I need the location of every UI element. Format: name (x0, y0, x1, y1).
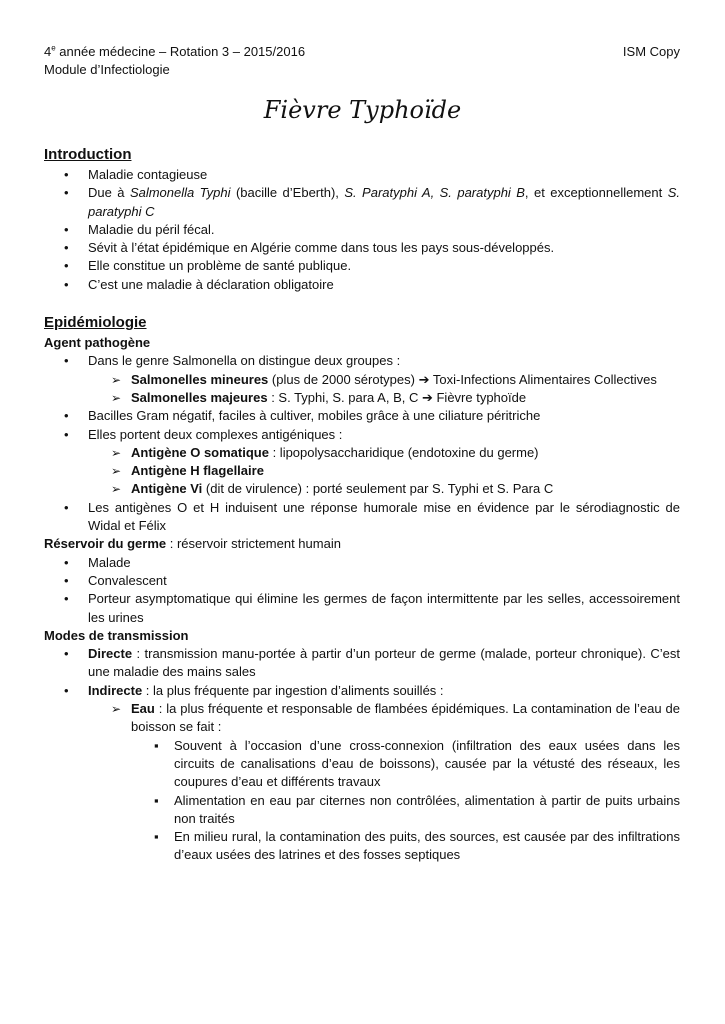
list-item: ➢ Salmonelles mineures (plus de 2000 sérotypes) ➔ Toxi-Infections Alimentaires Collectives (111, 371, 657, 387)
list-item: • Bacilles Gram négatif, faciles à cultiver, mobiles grâce à une ciliature péritriche (44, 407, 680, 425)
groups-list (44, 371, 680, 408)
list-item: ▪ En milieu rural, la contamination des puits, des sources, est causée par des infiltrations d’eaux usées des latrines et des fosses septiques (44, 828, 680, 865)
list-item: • Les antigènes O et H induisent une réponse humorale mise en évidence par le sérodiagnostic de Widal et Félix (44, 499, 680, 536)
agent-heading: Agent pathogène (44, 335, 151, 351)
list-item: ➢ Salmonelles majeures : S. Typhi, S. para A, B, C ➔ Fièvre typhoïde (111, 389, 527, 405)
list-item: • Maladie du péril fécal. (44, 221, 680, 239)
transmission-list (44, 645, 680, 865)
list-item: • Sévit à l’état épidémique en Algérie comme dans tous les pays sous-développés. (44, 239, 680, 257)
list-item: • Malade (44, 554, 680, 572)
list-item: • Elles portent deux complexes antigéniques : ➢ Antigène O somatique : lipopolysaccharidique (endotoxine du germe) ➢ Antigène H flagellaire ➢ Antigène Vi (dit de virulence) : porté seulement par S. Typhi et S. Para C (44, 426, 680, 499)
list-item: ▪ Alimentation en eau par citernes non contrôlées, alimentation à partir de puits urbains non traités (44, 792, 680, 829)
introduction-heading: Introduction (44, 146, 132, 163)
indirect-list (44, 700, 680, 865)
epidemiology-heading: Epidémiologie (44, 314, 147, 332)
list-item: • Due à Salmonella Typhi (bacille d’Eberth), S. Paratyphi A, S. paratyphi B, et exceptionnellement S. paratyphi C (44, 184, 680, 221)
header-right: ISM Copy (622, 44, 680, 59)
list-item: ➢ Antigène H flagellaire (111, 463, 264, 479)
page-title: Fièvre Typhoïde (263, 96, 462, 124)
list-item: • Convalescent (44, 572, 680, 590)
header-left (44, 43, 305, 79)
reservoir-list (44, 554, 680, 627)
reservoir-heading: Réservoir du germe : réservoir strictement humain (44, 536, 341, 552)
list-item: ▪ Souvent à l’occasion d’une cross-connexion (infiltration des eaux usées dans les circuits de canalisations d’eau de boissons), causée par la vétusté des réseaux, les coupures d’eau et différents travaux (44, 737, 680, 792)
list-item: • Porteur asymptomatique qui élimine les germes de façon intermittente par les selles, accessoirement les urines (44, 590, 680, 627)
transmission-heading: Modes de transmission (44, 627, 189, 643)
document-body (44, 144, 680, 865)
course-line: 4e année médecine – Rotation 3 – 2015/2016 (44, 43, 306, 59)
list-item: • Maladie contagieuse (44, 166, 680, 184)
list-item: • Indirecte : la plus fréquente par ingestion d’aliments souillés : ➢ Eau : la plus fréquente et responsable de flambées épidémiques. La contamination de l’eau de boisson se fait : ▪ Souvent à l’occasion d’une cross-connexion (infiltration des eaux usées dans les circuits de canalisations d’eau de boissons), causée par la vétusté des réseaux, les coupures d’eau et différents travaux ▪ Alimentation en eau par citernes non contrôlées, alimentation à partir de puits urbains non traités ▪ En milieu rural, la contamination des puits, des sources, est causée par des infiltrations d’eaux usées des latrines et des fosses septiques (44, 682, 680, 865)
module-line: Module d’Infectiologie (44, 62, 170, 77)
list-item: ➢ Antigène O somatique : lipopolysaccharidique (endotoxine du germe) (111, 444, 539, 460)
list-item: • C’est une maladie à déclaration obligatoire (44, 276, 680, 294)
water-list (44, 737, 680, 865)
list-item: ➢ Eau : la plus fréquente et responsable de flambées épidémiques. La contamination de l’eau de boisson se fait : ▪ Souvent à l’occasion d’une cross-connexion (infiltration des eaux usées dans les circuits de canalisations d’eau de boissons), causée par la vétusté des réseaux, les coupures d’eau et différents travaux ▪ Alimentation en eau par citernes non contrôlées, alimentation à partir de puits urbains non traités ▪ En milieu rural, la contamination des puits, des sources, est causée par des infiltrations d’eaux usées des latrines et des fosses septiques (44, 700, 680, 865)
list-item: • Directe : transmission manu-portée à partir d’un porteur de germe (malade, porteur chronique). C’est une maladie des mains sales (44, 645, 680, 682)
introduction-list (44, 166, 680, 294)
list-item: • Elle constitue un problème de santé publique. (44, 257, 680, 275)
antigen-list (44, 444, 680, 499)
list-item: ➢ Antigène Vi (dit de virulence) : porté seulement par S. Typhi et S. Para C (111, 481, 554, 497)
list-item: • Dans le genre Salmonella on distingue deux groupes : ➢ Salmonelles mineures (plus de 2000 sérotypes) ➔ Toxi-Infections Alimentaires Collectives ➢ Salmonelles majeures : S. Typhi, S. para A, B, C ➔ Fièvre typhoïde (44, 352, 680, 407)
agent-list (44, 352, 680, 535)
